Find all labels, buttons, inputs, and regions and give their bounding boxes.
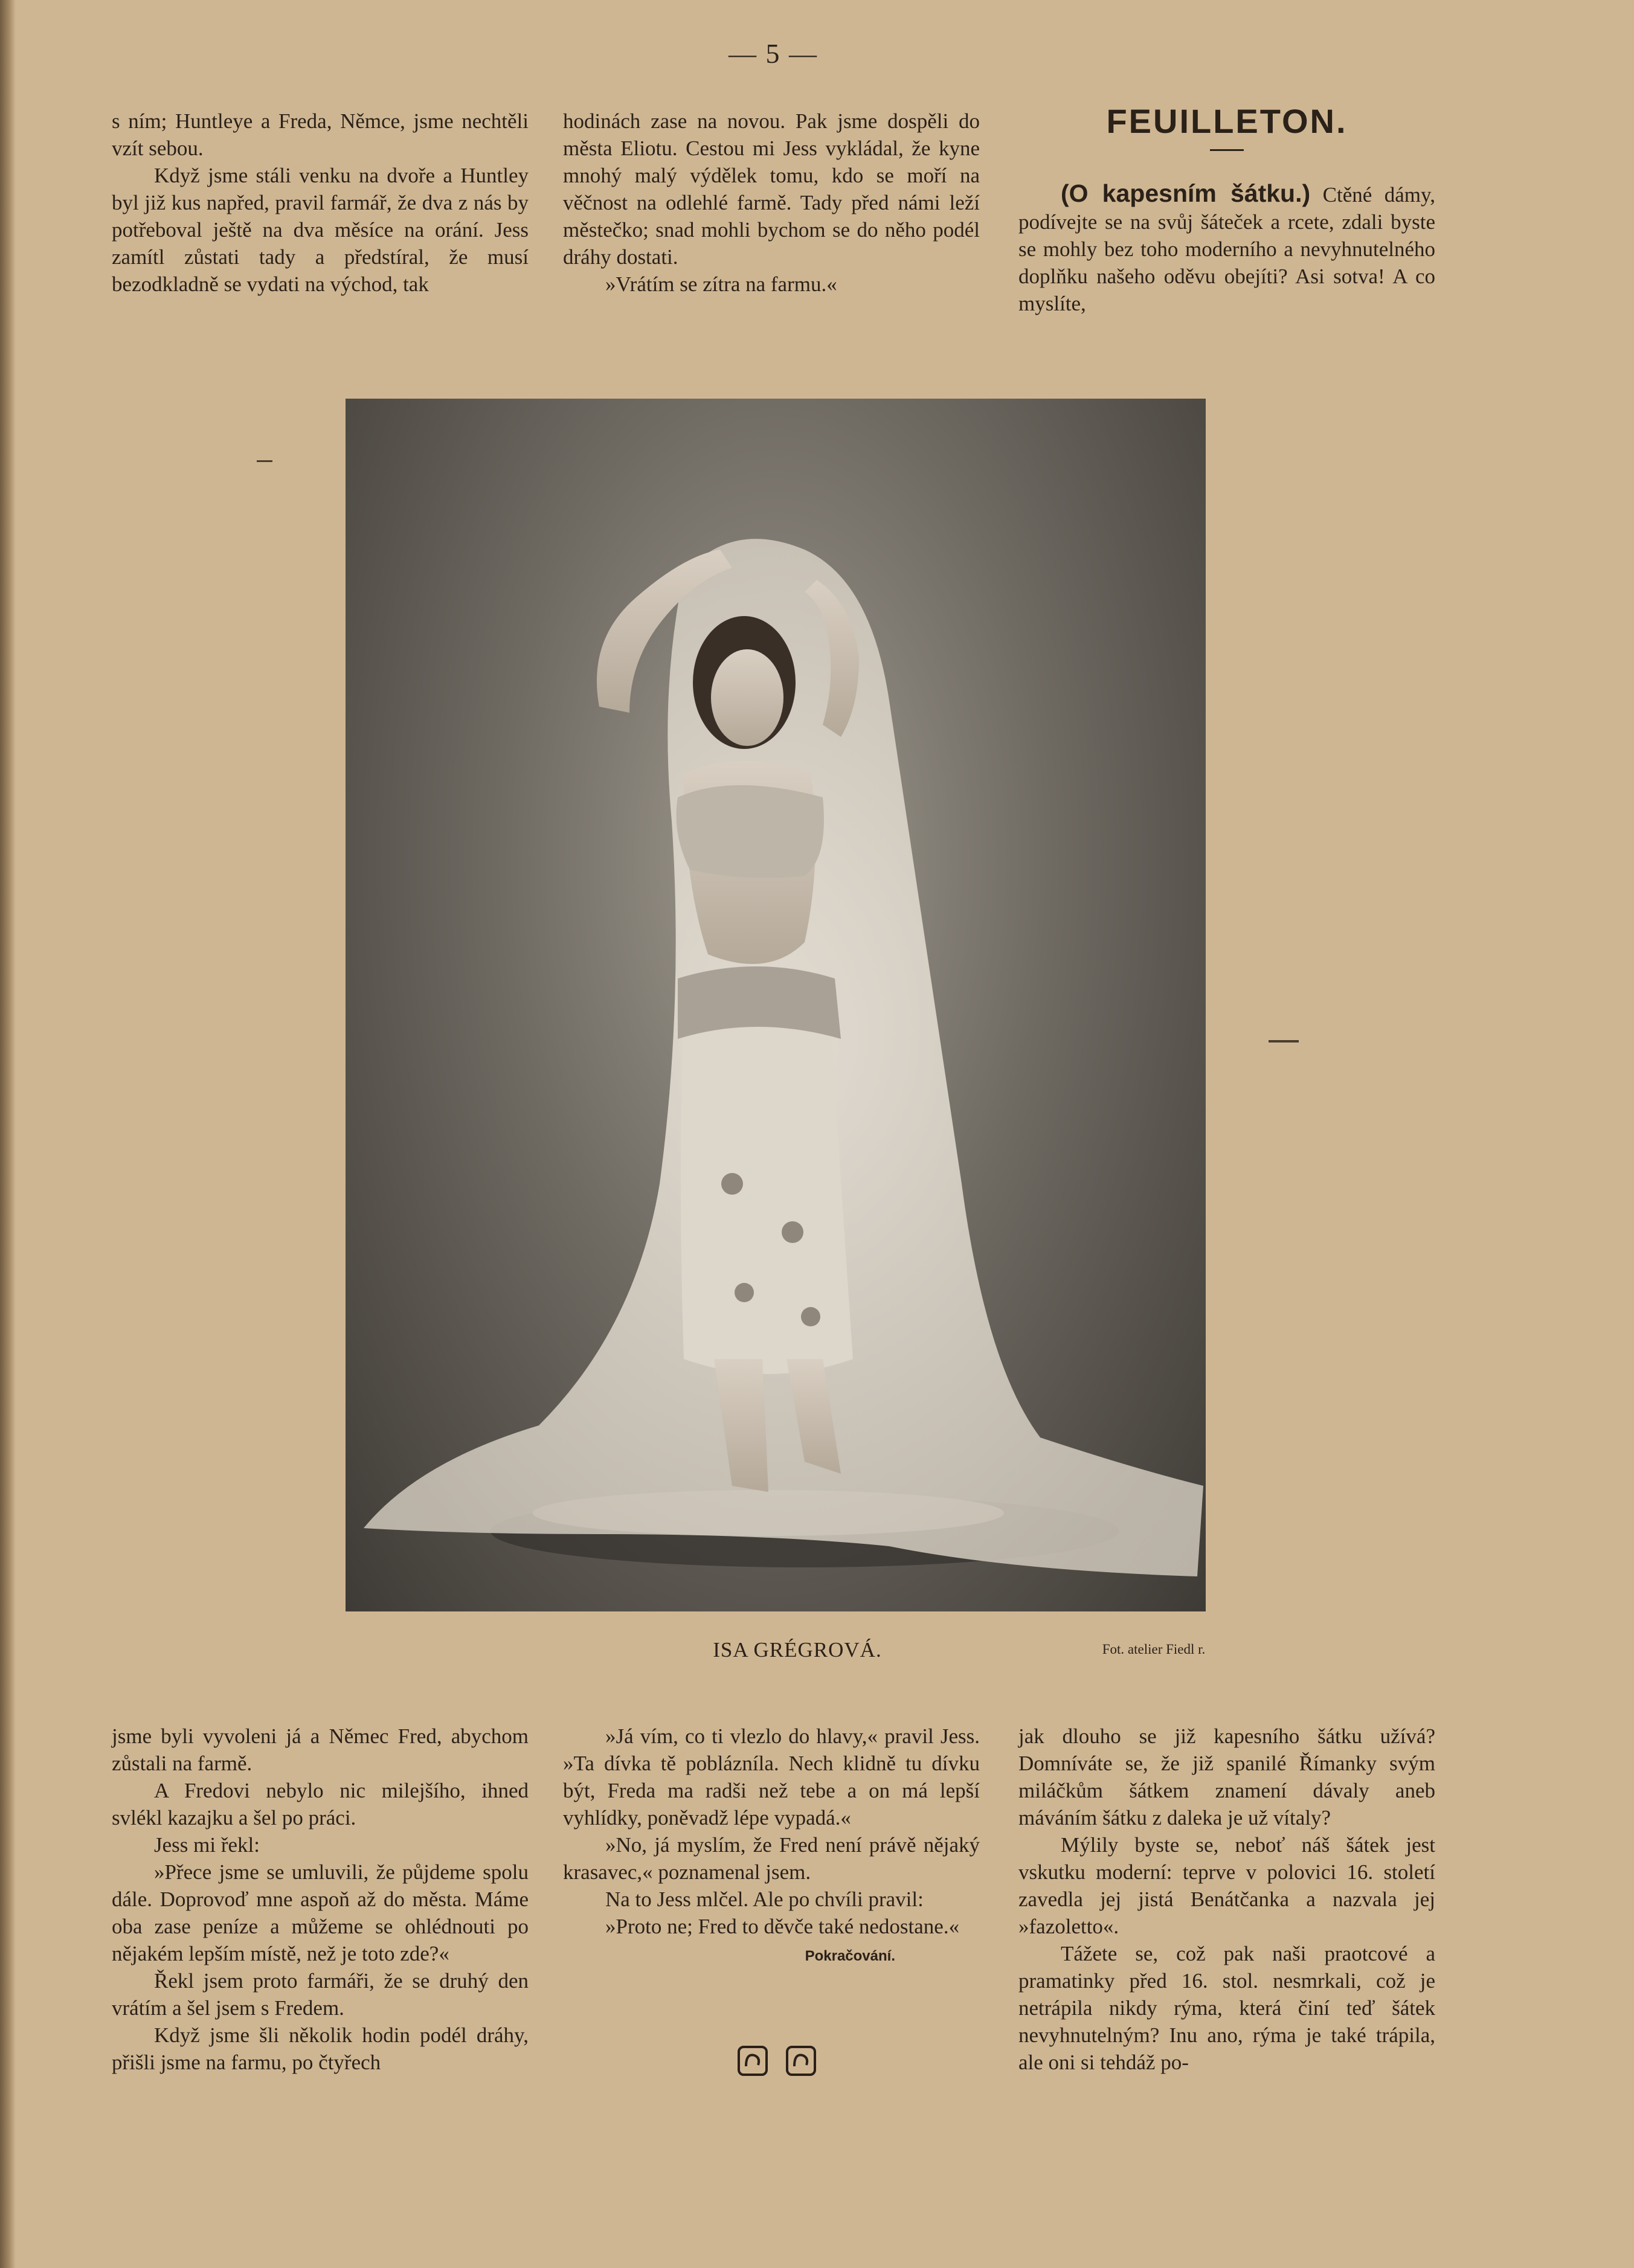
photo-credit: Fot. atelier Fiedl r. — [1102, 1642, 1206, 1657]
paragraph: »Přece jsme se umluvili, že půjdeme spolu dále. Doprovoď mne aspoň až do města. Máme oba zase peníze a můžeme se ohlédnouti po nějakém lepším místě, než je toto zde?« — [112, 1860, 529, 1965]
photograph-dancer — [346, 399, 1206, 1611]
paragraph: Tážete se, což pak naši praotcové a pramatinky před 16. stol. nesmrkali, což je netrápila nikdy rýma, která činí teď šátek nevyhnutelným? Inu ano, rýma je také trápila, ale oni si tehdáž po- — [1018, 1942, 1435, 2074]
paragraph: »No, já myslím, že Fred není právě nějaký krasavec,« poznamenal jsem. — [563, 1833, 980, 1884]
continued-label: Pokračování. — [805, 1948, 895, 1964]
photo-caption: ISA GRÉGROVÁ. — [713, 1638, 882, 1662]
paragraph: jak dlouho se již kapesního šátku užívá? Domníváte se, že již spanilé Římanky svým miláčkům šátkem znamení dávaly aneb máváním šátku z daleka je už vítaly? — [1018, 1724, 1435, 1829]
paragraph — [1018, 180, 1435, 317]
paragraph: A Fredovi nebylo nic milejšího, ihned svlékl kazajku a šel po práci. — [112, 1779, 529, 1829]
dancer-illustration — [346, 399, 1206, 1611]
feuilleton-heading: FEUILLETON. — [1106, 102, 1348, 140]
paragraph: Na to Jess mlčel. Ale po chvíli pravil: — [605, 1887, 924, 1911]
print-mark — [257, 460, 272, 462]
page-binding-edge — [0, 0, 16, 2268]
page-number: — 5 — — [729, 38, 818, 69]
column-2-top — [563, 108, 980, 298]
paragraph: Mýlily byste se, neboť náš šátek jest vskutku moderní: teprve v polovici 16. století zavedla jej jistá Benátčanka a nazvala jej »fazoletto«. — [1018, 1833, 1435, 1938]
paragraph: »Vrátím se zítra na farmu.« — [605, 272, 837, 296]
paragraph: »Proto ne; Fred to děvče také nedostane.« — [605, 1915, 960, 1938]
heading-rule — [1210, 149, 1244, 151]
column-1-bottom — [112, 1723, 529, 2076]
column-1-top — [112, 108, 529, 298]
paragraph: hodinách zase na novou. Pak jsme dospěli do města Eliotu. Cestou mi Jess vykládal, že kyne mnohý malý výdělek tomu, kdo se moří na věčnost na odlehlé farmě. Tady před námi leží městečko; snad mohli bychom se do něho podél dráhy dostati. — [563, 109, 980, 269]
column-3-top — [1018, 102, 1435, 317]
paragraph: Když jsme šli několik hodin podél dráhy, přišli jsme na farmu, po čtyřech — [112, 2023, 529, 2074]
paragraph: s ním; Huntleye a Freda, Němce, jsme nechtěli vzít sebou. — [112, 109, 529, 160]
column-2-bottom — [563, 1723, 980, 1970]
paragraph: »Já vím, co ti vlezlo do hlavy,« pravil Jess. »Ta dívka tě poblázníla. Nech klidně tu dívku být, Freda ma radši než tebe a on má lepší vyhlídky, poněvadž lépe vypadá.« — [563, 1724, 980, 1829]
print-mark — [1269, 1040, 1299, 1042]
paragraph: Jess mi řekl: — [154, 1833, 260, 1857]
section-title: (O kapesním šátku.) — [1061, 179, 1311, 207]
column-3-bottom — [1018, 1723, 1435, 2076]
ornament-icon — [734, 2038, 825, 2084]
paragraph: Řekl jsem proto farmáři, že se druhý den vrátím a šel jsem s Fredem. — [112, 1969, 529, 2020]
paragraph-text: Ctěné dámy, podívejte se na svůj šáteček a rcete, zdali byste se mohly bez toho moderního a nevyhnutelného doplňku našeho oděvu obejíti? Asi sotva! A co myslíte, — [1018, 183, 1435, 315]
paragraph: jsme byli vyvoleni já a Němec Fred, abychom zůstali na farmě. — [112, 1724, 529, 1775]
paragraph: Když jsme stáli venku na dvoře a Huntley byl již kus napřed, pravil farmář, že dva z nás by potřeboval ještě na dva měsíce na orání. Jess zamítl zůstati tady a předstíral, že musí bezodkladně se vydati na východ, tak — [112, 164, 529, 296]
